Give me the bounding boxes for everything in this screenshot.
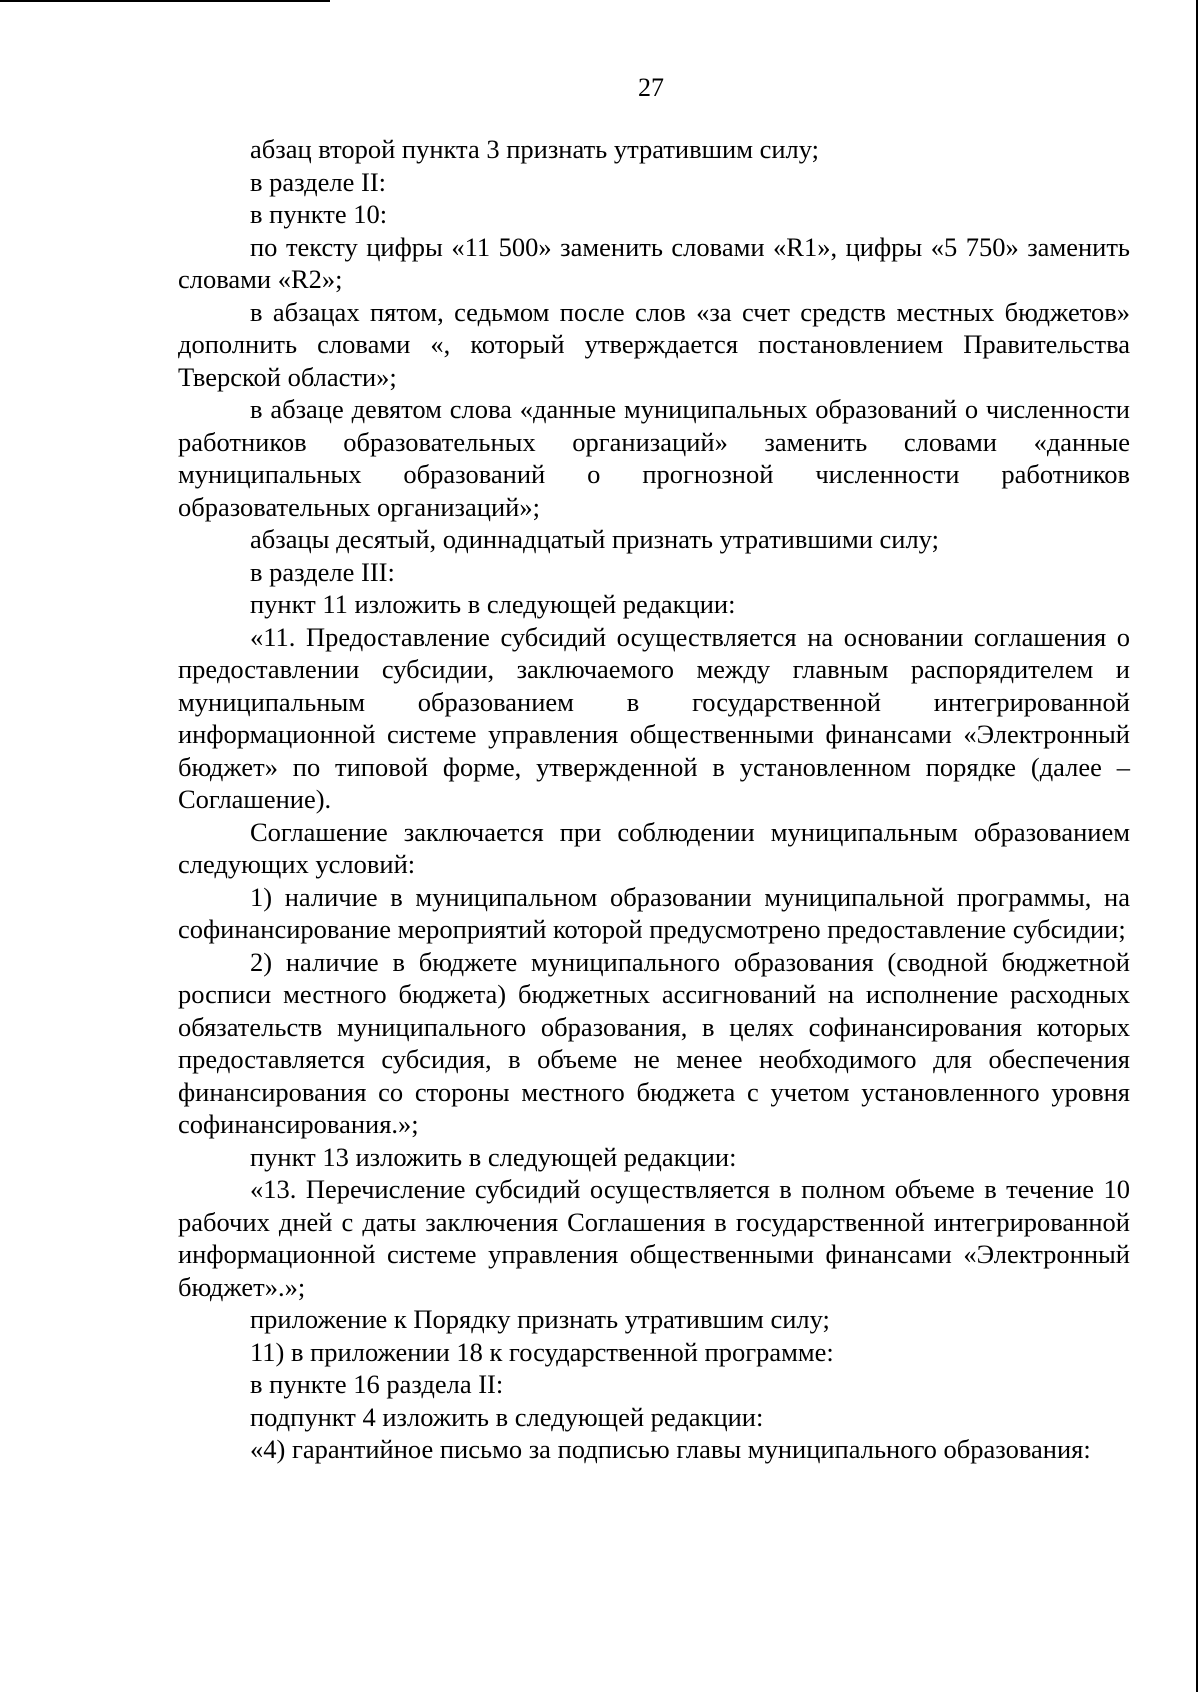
paragraph: в абзацах пятом, седьмом после слов «за счет средств местных бюджетов» дополнить словами «, который утверждается постановлением Правительства Тверской области»; <box>178 296 1130 392</box>
paragraph: приложение к Порядку признать утратившим силу; <box>250 1304 830 1334</box>
paragraph: в пункте 16 раздела II: <box>250 1369 504 1399</box>
scan-edge-line <box>0 0 330 2</box>
paragraph: в пункте 10: <box>250 199 388 229</box>
paragraph: пункт 13 изложить в следующей редакции: <box>250 1141 737 1172</box>
paragraph: по тексту цифры «11 500» заменить словами «R1», цифры «5 750» заменить словами «R2»; <box>178 231 1130 294</box>
paragraph: 2) наличие в бюджете муниципального образования (сводной бюджетной росписи местного бюджета) бюджетных ассигнований на исполнение расходных обязательств муниципального образования, в целях софинансирования которых предоставляется субсидия, в объеме не менее необходимого для обеспечения финансирования со стороны местного бюджета с учетом установленного уровня софинансирования.»; <box>178 946 1130 1139</box>
scan-edge-line <box>1196 0 1198 1692</box>
paragraph: Соглашение заключается при соблюдении муниципальным образованием следующих условий: <box>178 816 1130 879</box>
paragraph: абзацы десятый, одиннадцатый признать утратившими силу; <box>250 524 939 554</box>
paragraph: подпункт 4 изложить в следующей редакции: <box>250 1401 764 1432</box>
paragraph: абзац второй пункта 3 признать утратившим силу; <box>250 134 820 164</box>
page-number: 27 <box>638 73 664 102</box>
paragraph: 11) в приложении 18 к государственной программе: <box>250 1336 834 1367</box>
paragraph: 1) наличие в муниципальном образовании муниципальной программы, на софинансирование мероприятий которой предусмотрено предоставление субсидии; <box>178 881 1130 944</box>
paragraph: «4) гарантийное письмо за подписью главы муниципального образования: <box>250 1434 1091 1464</box>
paragraph: «13. Перечисление субсидий осуществляется в полном объеме в течение 10 рабочих дней с даты заключения Соглашения в государственной интегрированной информационной системе управления общественными финансами «Электронный бюджет».»; <box>178 1174 1130 1302</box>
document-body <box>178 133 1130 1466</box>
paragraph: в разделе II: <box>250 166 387 197</box>
paragraph: пункт 11 изложить в следующей редакции: <box>250 589 736 619</box>
paragraph: «11. Предоставление субсидий осуществляется на основании соглашения о предоставлении субсидии, заключаемого между главным распорядителем и муниципальным образованием в государственной интегрированной информационной системе управления общественными финансами «Электронный бюджет» по типовой форме, утвержденной в установленном порядке (далее – Соглашение). <box>178 621 1130 814</box>
paragraph: в абзаце девятом слова «данные муниципальных образований о численности работников образовательных организаций» заменить словами «данные муниципальных образований о прогнозной численности работников образовательных организаций»; <box>178 394 1130 522</box>
paragraph: в разделе III: <box>250 556 395 587</box>
